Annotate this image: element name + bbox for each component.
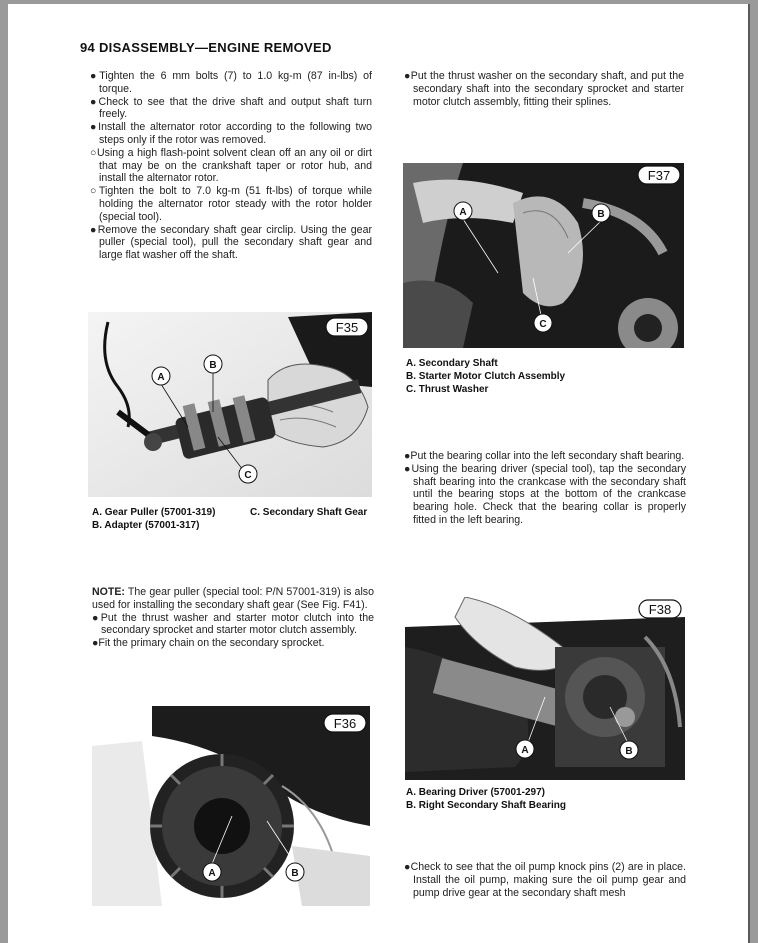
figure-f37-photo xyxy=(403,163,684,348)
instruction-substep: ○Using a high flash-point solvent clean off an any oil or dirt that may be on the crankshaft taper or rotor hub, and install the alternator rotor. xyxy=(90,146,372,185)
right-instructions-3 xyxy=(404,861,686,899)
figure-f38-caption xyxy=(406,786,566,812)
figure-f35-caption-b: B. Adapter (57001-317) xyxy=(92,520,200,531)
figure-label-f35: F35 xyxy=(335,320,359,335)
figure-f37-caption xyxy=(406,357,565,396)
caption-line: B. Right Secondary Shaft Bearing xyxy=(406,800,567,811)
figure-f35-caption-c: C. Secondary Shaft Gear xyxy=(250,507,368,518)
callout-b: B xyxy=(291,868,299,879)
instruction-bullet: ●Using the bearing driver (special tool), tap the secondary shaft bearing into the crankcase with the secondary shaft until the bearing stops at the bottom of the crankcase bearing hole. Check that the bearing collar is properly fitted in the left bearing. xyxy=(404,462,686,526)
callout-a: A xyxy=(157,372,165,383)
callout-b: B xyxy=(625,746,633,757)
instruction-bullet: ●Fit the primary chain on the secondary sprocket. xyxy=(92,637,325,650)
callout-b: B xyxy=(209,360,217,371)
figure-label-f37: F37 xyxy=(647,168,671,183)
page-header: 94 DISASSEMBLY—ENGINE REMOVED xyxy=(80,40,332,55)
note-label: NOTE: xyxy=(92,586,125,598)
right-instructions-2 xyxy=(404,450,686,527)
instruction-bullet: ●Tighten the 6 mm bolts (7) to 1.0 kg-m (87 in-lbs) of torque. xyxy=(90,70,372,95)
caption-line: C. Thrust Washer xyxy=(406,384,489,395)
instruction-bullet: ●Check to see that the drive shaft and output shaft turn freely. xyxy=(90,95,372,121)
caption-line: A. Secondary Shaft xyxy=(406,358,498,369)
callout-a: A xyxy=(521,745,529,756)
instruction-substep: ○Tighten the bolt to 7.0 kg-m (51 ft-lbs) of torque while holding the alternator rotor steady with the rotor holder (special tool). xyxy=(90,185,372,223)
instruction-bullet: ●Put the thrust washer and starter motor clutch into the secondary sprocket and starter motor clutch assembly. xyxy=(92,611,374,637)
figure-f36-photo xyxy=(92,706,370,906)
left-note-block xyxy=(92,586,374,650)
callout-c: C xyxy=(539,319,547,330)
right-instructions-1 xyxy=(404,70,684,108)
figure-f35-caption-a: A. Gear Puller (57001-319) xyxy=(92,507,216,518)
figure-f35-photo xyxy=(88,312,372,497)
figure-label-f36: F36 xyxy=(333,716,357,731)
instruction-bullet: ●Put the bearing collar into the left secondary shaft bearing. xyxy=(404,450,685,462)
figure-f38-photo xyxy=(405,597,685,780)
figure-label-f38: F38 xyxy=(648,602,672,617)
instruction-bullet: ●Check to see that the oil pump knock pins (2) are in place. Install the oil pump, making sure the oil pump gear and pump drive gear at the secondary shaft mesh xyxy=(404,861,686,899)
instruction-bullet: ●Install the alternator rotor according to the following two steps only if the rotor was removed. xyxy=(90,121,372,146)
note xyxy=(92,586,374,612)
callout-a: A xyxy=(208,868,216,879)
left-instructions xyxy=(90,70,372,262)
instruction-bullet: ●Remove the secondary shaft gear circlip. Using the gear puller (special tool), pull the secondary shaft gear and large flat washer off the shaft. xyxy=(90,223,372,262)
callout-a: A xyxy=(459,207,467,218)
instruction-bullet: ●Put the thrust washer on the secondary shaft, and put the secondary shaft into the secondary sprocket and starter motor clutch assembly, fitting their splines. xyxy=(404,70,684,108)
callout-b: B xyxy=(597,209,605,220)
caption-line: B. Starter Motor Clutch Assembly xyxy=(406,371,566,382)
caption-line: A. Bearing Driver (57001-297) xyxy=(406,787,545,798)
callout-c: C xyxy=(244,470,252,481)
note-body: The gear puller (special tool: P/N 57001-319) is also used for installing the secondary shaft gear (See Fig. F41). xyxy=(92,586,374,611)
